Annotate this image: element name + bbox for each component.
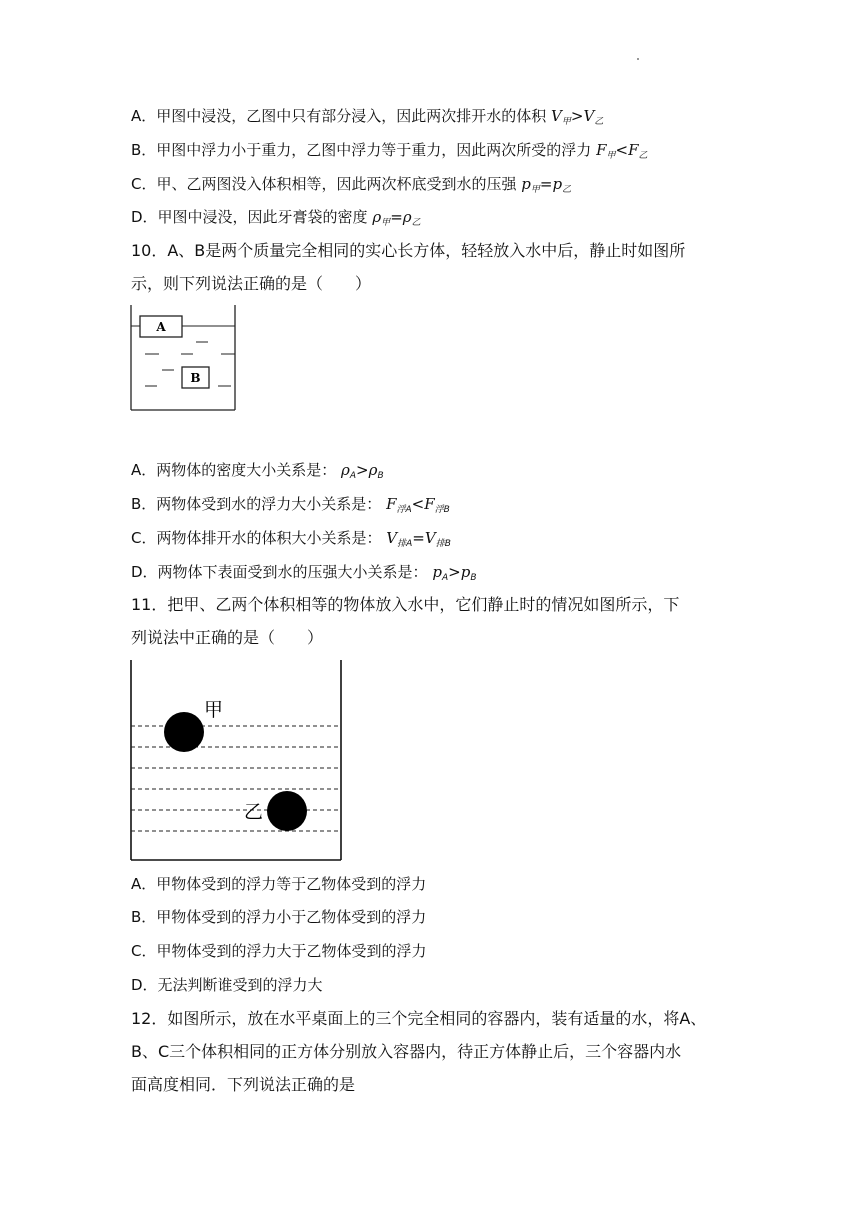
q9-option-b[interactable]: B．甲图中浮力小于重力，乙图中浮力等于重力，因此两次所受的浮力 $F_甲<F_乙$ — [131, 141, 648, 161]
q10-option-c[interactable]: C．两物体排开水的体积大小关系是： $V_{排A}=V_{排B}$ — [131, 529, 451, 549]
q11-container — [131, 660, 341, 860]
q11-label-jia: 甲 — [204, 699, 224, 721]
q10-label-b: B — [190, 371, 201, 385]
q10-stem-line2: 示，则下列说法正确的是（ ） — [131, 274, 372, 293]
q11-option-a[interactable]: A．甲物体受到的浮力等于乙物体受到的浮力 — [131, 875, 427, 893]
q11-option-d[interactable]: D．无法判断谁受到的浮力大 — [131, 976, 323, 994]
q11-stem-line1: 11．把甲、乙两个体积相等的物体放入水中，它们静止时的情况如图所示，下 — [131, 595, 680, 614]
q12-stem-line3: 面高度相同．下列说法正确的是 — [131, 1075, 356, 1094]
q11-option-c[interactable]: C．甲物体受到的浮力大于乙物体受到的浮力 — [131, 942, 427, 960]
q11-ball-jia — [164, 712, 204, 752]
q10-option-b[interactable]: B．两物体受到水的浮力大小关系是： $F_{浮A}<F_{浮B}$ — [131, 495, 450, 515]
q11-label-yi: 乙 — [244, 801, 264, 823]
q11-water-lines — [131, 726, 341, 831]
q10-option-a[interactable]: A．两物体的密度大小关系是： $\rho_A>\rho_B$ — [131, 461, 384, 481]
q11-stem-line2: 列说法中正确的是（ ） — [131, 628, 324, 647]
q9-option-d[interactable]: D．甲图中浸没，因此牙膏袋的密度 $\rho_甲=\rho_乙$ — [131, 208, 421, 228]
q11-ball-yi — [267, 791, 307, 831]
q12-stem-line1: 12．如图所示，放在水平桌面上的三个完全相同的容器内，装有适量的水，将A、 — [131, 1009, 707, 1028]
q11-option-b[interactable]: B．甲物体受到的浮力小于乙物体受到的浮力 — [131, 908, 427, 926]
q10-option-d[interactable]: D．两物体下表面受到水的压强大小关系是： $p_A>p_B$ — [131, 563, 477, 583]
q9-option-a[interactable]: A．甲图中浸没，乙图中只有部分浸入，因此两次排开水的体积 $V_甲>V_乙$ — [131, 107, 604, 127]
q9-option-c[interactable]: C．甲、乙两图没入体积相等，因此两次杯底受到水的压强 $p_甲=p_乙$ — [131, 175, 572, 195]
q10-label-a: A — [156, 320, 166, 334]
q12-stem-line2: B、C三个体积相同的正方体分别放入容器内，待正方体静止后，三个容器内水 — [131, 1042, 682, 1061]
q10-stem-line1: 10．A、B是两个质量完全相同的实心长方体，轻轻放入水中后，静止时如图所 — [131, 241, 686, 260]
